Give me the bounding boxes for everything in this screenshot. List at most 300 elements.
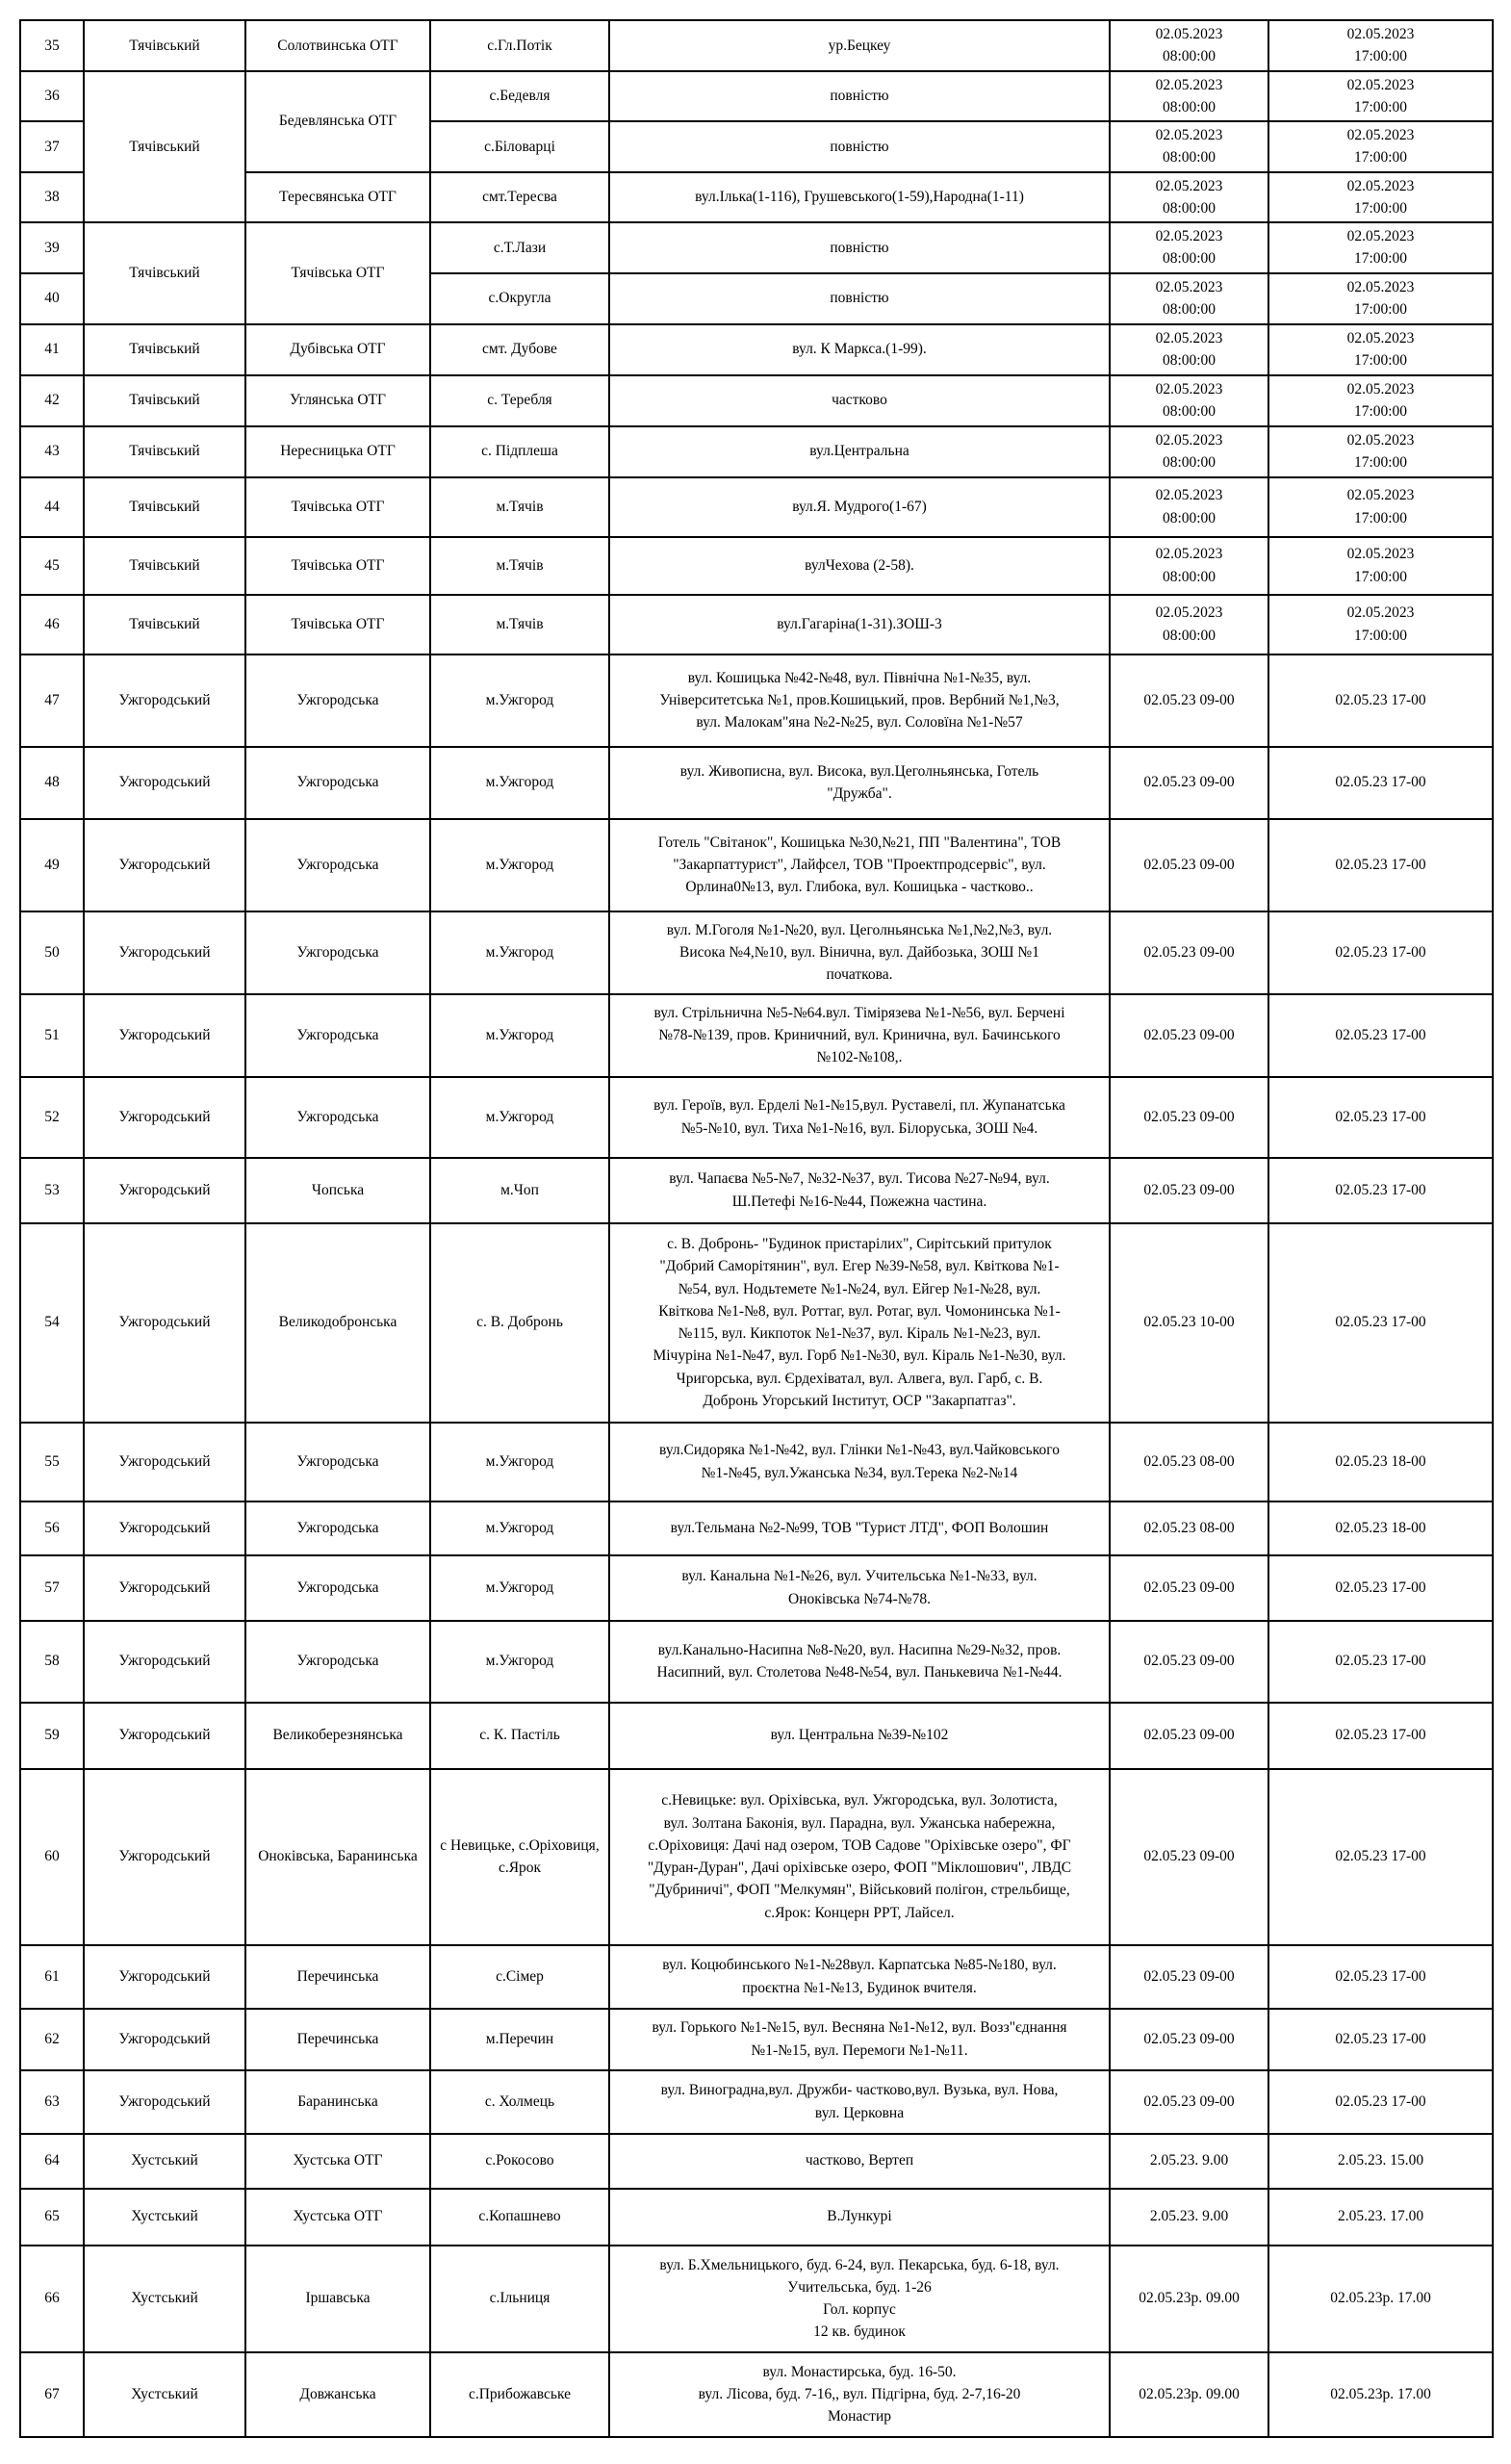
district-cell: Ужгородський: [84, 2070, 245, 2134]
community-cell: Великодобронська: [245, 1223, 430, 1423]
addresses-cell: [609, 1945, 1110, 2009]
community-cell: Тячівська ОТГ: [245, 222, 430, 324]
row-number: 57: [20, 1555, 84, 1621]
start-time: 08:00:00: [1162, 250, 1216, 268]
addresses-cell: [609, 477, 1110, 537]
settlement-cell: с.Округла: [430, 273, 609, 324]
start-time: 08:00:00: [1162, 627, 1216, 644]
end-time-cell: [1268, 654, 1493, 747]
end-time-cell: [1268, 1621, 1493, 1703]
end-time: 17:00:00: [1353, 199, 1408, 217]
end-date: 02.05.2023: [1346, 604, 1415, 622]
end-date: 02.05.23 17-00: [1335, 1653, 1426, 1670]
start-date: 02.05.23 09-00: [1143, 1653, 1235, 1670]
end-time-cell: [1268, 819, 1493, 911]
row-number: 45: [20, 537, 84, 595]
address-line: вул. Монастирська, буд. 16-50.: [762, 2363, 957, 2380]
row-number: 50: [20, 911, 84, 994]
settlement-cell: м.Чоп: [430, 1158, 609, 1223]
address-line: вул. Церковна: [814, 2104, 905, 2121]
start-time-cell: [1110, 994, 1268, 1077]
addresses-cell: [609, 1223, 1110, 1423]
end-date: 02.05.2023: [1346, 546, 1415, 563]
settlement-cell: м.Тячів: [430, 477, 609, 537]
end-time-cell: [1268, 324, 1493, 375]
address-line: №1-№45, вул.Ужанська №34, вул.Терека №2-№14: [701, 1464, 1018, 1481]
settlement-cell: м.Ужгород: [430, 1423, 609, 1502]
start-date: 02.05.23 09-00: [1143, 774, 1235, 791]
community-cell: Ужгородська: [245, 911, 430, 994]
address-line: вул. Кошицька №42-№48, вул. Північна №1-№35, вул.: [687, 669, 1032, 686]
start-time-cell: [1110, 2134, 1268, 2189]
end-time-cell: [1268, 20, 1493, 71]
start-time-cell: [1110, 1502, 1268, 1555]
start-time-cell: [1110, 1555, 1268, 1621]
start-time-cell: [1110, 1423, 1268, 1502]
row-number: 49: [20, 819, 84, 911]
district-cell: Ужгородський: [84, 654, 245, 747]
district-cell: Хустський: [84, 2246, 245, 2352]
start-date: 2.05.23. 9.00: [1149, 2208, 1229, 2225]
addresses-cell: [609, 1502, 1110, 1555]
row-number: 65: [20, 2189, 84, 2246]
settlement-cell: м.Ужгород: [430, 1502, 609, 1555]
address-line: вул. Лісова, буд. 7-16,, вул. Підгірна, буд. 2-7,16-20: [698, 2385, 1021, 2402]
start-time-cell: [1110, 911, 1268, 994]
address-line: вул. Горького №1-№15, вул. Весняна №1-№12, вул. Возз"єднання: [652, 2019, 1067, 2037]
end-time-cell: [1268, 375, 1493, 426]
settlement-cell: с. Підплеша: [430, 426, 609, 477]
end-date: 02.05.23 17-00: [1335, 1967, 1426, 1985]
community-cell: Оноківська, Баранинська: [245, 1769, 430, 1945]
address-line: Орлина0№13, вул. Глибока, вул. Кошицька - частково..: [685, 879, 1034, 896]
start-time: 08:00:00: [1162, 199, 1216, 217]
start-time-cell: [1110, 654, 1268, 747]
district-cell: Тячівський: [84, 375, 245, 426]
address-line: вул.Сидоряка №1-№42, вул. Глінки №1-№43, вул.Чайковського: [659, 1442, 1060, 1459]
end-time-cell: [1268, 2134, 1493, 2189]
start-time-cell: [1110, 537, 1268, 595]
end-time-cell: [1268, 121, 1493, 172]
district-cell: Ужгородський: [84, 1945, 245, 2009]
community-cell: Іршавська: [245, 2246, 430, 2352]
table-row: [20, 654, 1493, 747]
row-number: 42: [20, 375, 84, 426]
start-time-cell: [1110, 2246, 1268, 2352]
end-date: 02.05.23 17-00: [1335, 2030, 1426, 2047]
row-number: 38: [20, 172, 84, 223]
end-date: 02.05.2023: [1346, 487, 1415, 504]
district-cell: Ужгородський: [84, 1703, 245, 1769]
address-line: вул. М.Гоголя №1-№20, вул. Цеголньянська №1,№2,№3, вул.: [666, 921, 1053, 938]
address-line: вул. Центральна №39-№102: [770, 1727, 949, 1744]
address-line: вул. К Маркса.(1-99).: [792, 341, 927, 358]
address-line: Університетська №1, пров.Кошицький, пров. Вербний №1,№3,: [659, 691, 1060, 708]
end-date: 02.05.2023: [1346, 329, 1415, 346]
settlement-cell: м.Ужгород: [430, 747, 609, 819]
end-time-cell: [1268, 1423, 1493, 1502]
start-date: 02.05.23 09-00: [1143, 1727, 1235, 1744]
row-number: 53: [20, 1158, 84, 1223]
community-cell: Тячівська ОТГ: [245, 595, 430, 654]
start-time-cell: [1110, 1769, 1268, 1945]
address-line: ур.Бецкеу: [828, 37, 891, 54]
community-cell: Солотвинська ОТГ: [245, 20, 430, 71]
community-cell: Перечинська: [245, 1945, 430, 2009]
start-date: 02.05.2023: [1155, 546, 1223, 563]
settlement-cell: с. К. Пастіль: [430, 1703, 609, 1769]
settlement-cell: с.Гл.Потік: [430, 20, 609, 71]
address-line: Оноківська №74-№78.: [788, 1590, 931, 1607]
start-date: 02.05.2023: [1155, 76, 1223, 93]
start-time: 08:00:00: [1162, 149, 1216, 167]
settlement-cell: смт. Дубове: [430, 324, 609, 375]
end-date: 02.05.2023: [1346, 127, 1415, 143]
row-number: 67: [20, 2352, 84, 2437]
address-line: Висока №4,№10, вул. Вінична, вул. Дайбозька, ЗОШ №1: [679, 943, 1039, 961]
end-date: 02.05.23 17-00: [1335, 943, 1426, 961]
end-time-cell: [1268, 537, 1493, 595]
row-number: 40: [20, 273, 84, 324]
table-row: [20, 1769, 1493, 1945]
district-cell: Хустський: [84, 2134, 245, 2189]
end-date: 02.05.23 17-00: [1335, 1026, 1426, 1043]
address-line: "Добрий Саморітянин", вул. Егер №39-№58, вул. Квіткова №1-: [659, 1258, 1060, 1275]
start-time: 08:00:00: [1162, 568, 1216, 585]
end-date: 02.05.23р. 17.00: [1330, 2290, 1431, 2307]
table-row: [20, 222, 1493, 273]
addresses-cell: [609, 1703, 1110, 1769]
district-cell: Ужгородський: [84, 747, 245, 819]
end-time-cell: [1268, 994, 1493, 1077]
start-time-cell: [1110, 172, 1268, 223]
end-time-cell: [1268, 2189, 1493, 2246]
end-time-cell: [1268, 222, 1493, 273]
table-row: [20, 1223, 1493, 1423]
end-time-cell: [1268, 2009, 1493, 2070]
start-time-cell: [1110, 2070, 1268, 2134]
end-time-cell: [1268, 595, 1493, 654]
end-date: 02.05.2023: [1346, 278, 1415, 295]
addresses-cell: [609, 1158, 1110, 1223]
start-time-cell: [1110, 2189, 1268, 2246]
address-line: вулЧехова (2-58).: [805, 556, 914, 574]
district-cell: Тячівський: [84, 595, 245, 654]
end-date: 2.05.23. 17.00: [1337, 2208, 1424, 2225]
district-cell: Ужгородський: [84, 1423, 245, 1502]
end-time-cell: [1268, 1769, 1493, 1945]
table-row: [20, 1621, 1493, 1703]
community-cell: Ужгородська: [245, 654, 430, 747]
start-time: 08:00:00: [1162, 403, 1216, 420]
addresses-cell: [609, 2352, 1110, 2437]
table-row: [20, 71, 1493, 122]
row-number: 62: [20, 2009, 84, 2070]
community-cell: Баранинська: [245, 2070, 430, 2134]
community-cell: Тячівська ОТГ: [245, 537, 430, 595]
start-date: 02.05.23р. 09.00: [1139, 2385, 1240, 2402]
addresses-cell: [609, 324, 1110, 375]
table-row: [20, 537, 1493, 595]
addresses-cell: [609, 654, 1110, 747]
community-cell: Ужгородська: [245, 1555, 430, 1621]
start-time-cell: [1110, 20, 1268, 71]
end-date: 02.05.23 18-00: [1335, 1452, 1426, 1470]
address-line: с.Оріховиця: Дачі над озером, ТОВ Садове "Оріхівське озеро", ФГ: [648, 1836, 1071, 1854]
address-line: вул.Ілька(1-116), Грушевського(1-59),Народна(1-11): [695, 189, 1024, 206]
end-date: 02.05.23 17-00: [1335, 1108, 1426, 1125]
row-number: 48: [20, 747, 84, 819]
addresses-cell: [609, 273, 1110, 324]
district-cell: Ужгородський: [84, 1077, 245, 1158]
start-time-cell: [1110, 222, 1268, 273]
table-row: [20, 2009, 1493, 2070]
addresses-cell: [609, 426, 1110, 477]
settlement-cell: с.Прибожавське: [430, 2352, 609, 2437]
row-number: 61: [20, 1945, 84, 2009]
start-date: 02.05.23 09-00: [1143, 1848, 1235, 1865]
start-time-cell: [1110, 595, 1268, 654]
start-time-cell: [1110, 375, 1268, 426]
end-date: 02.05.23 17-00: [1335, 774, 1426, 791]
district-cell: Ужгородський: [84, 2009, 245, 2070]
row-number: 43: [20, 426, 84, 477]
settlement-cell: м.Ужгород: [430, 819, 609, 911]
end-time: 17:00:00: [1353, 98, 1408, 116]
start-time-cell: [1110, 2352, 1268, 2437]
address-line: вул. Б.Хмельницького, буд. 6-24, вул. Пекарська, буд. 6-18, вул.: [659, 2256, 1060, 2273]
address-line: с. В. Добронь- "Будинок пристарілих", Сирітський притулок: [667, 1236, 1052, 1252]
end-time-cell: [1268, 426, 1493, 477]
community-cell: Ужгородська: [245, 1621, 430, 1703]
table-row: [20, 2189, 1493, 2246]
row-number: 41: [20, 324, 84, 375]
address-line: Монастир: [827, 2408, 892, 2426]
table-row: [20, 911, 1493, 994]
end-time-cell: [1268, 1502, 1493, 1555]
address-line: вул.Гагаріна(1-31).ЗОШ-3: [777, 615, 942, 632]
start-date: 02.05.23 09-00: [1143, 943, 1235, 961]
address-line: №78-№139, пров. Криничний, вул. Кринична, вул. Бачинського: [658, 1026, 1061, 1043]
district-cell: Тячівський: [84, 71, 245, 223]
community-cell: Углянська ОТГ: [245, 375, 430, 426]
end-time-cell: [1268, 172, 1493, 223]
address-line: вул. Коцюбинського №1-№28вул. Карпатська №85-№180, вул.: [662, 1957, 1057, 1974]
address-line: частково: [832, 392, 887, 409]
addresses-cell: [609, 1077, 1110, 1158]
address-line: №102-№108,.: [816, 1049, 903, 1066]
end-date: 02.05.23 17-00: [1335, 1848, 1426, 1865]
start-time: 08:00:00: [1162, 48, 1216, 65]
address-line: 12 кв. будинок: [813, 2323, 906, 2341]
row-number: 60: [20, 1769, 84, 1945]
table-row: [20, 595, 1493, 654]
table-row: [20, 994, 1493, 1077]
addresses-cell: [609, 994, 1110, 1077]
address-line: вул. Героїв, вул. Ерделі №1-№15,вул. Руставелі, пл. Жупанатська: [653, 1097, 1065, 1115]
address-line: частково, Вертеп: [805, 2152, 914, 2169]
table-row: [20, 375, 1493, 426]
community-cell: Нересницька ОТГ: [245, 426, 430, 477]
addresses-cell: [609, 747, 1110, 819]
community-cell: Хустська ОТГ: [245, 2189, 430, 2246]
end-time-cell: [1268, 1158, 1493, 1223]
address-line: "Закарпаттурист", Лайфсел, ТОВ "Проектпродсервіс", вул.: [673, 856, 1046, 873]
community-cell: Ужгородська: [245, 819, 430, 911]
district-cell: Тячівський: [84, 477, 245, 537]
end-time: 17:00:00: [1353, 568, 1408, 585]
community-cell: Хустська ОТГ: [245, 2134, 430, 2189]
address-line: №1-№15, вул. Перемоги №1-№11.: [751, 2041, 968, 2059]
settlement-cell: м.Ужгород: [430, 911, 609, 994]
start-date: 02.05.23 09-00: [1143, 1578, 1235, 1596]
row-number: 56: [20, 1502, 84, 1555]
district-cell: Ужгородський: [84, 1621, 245, 1703]
address-line: повністю: [830, 88, 889, 105]
address-line: Учительська, буд. 1-26: [787, 2278, 932, 2296]
row-number: 39: [20, 222, 84, 273]
community-cell: Бедевлянська ОТГ: [245, 71, 430, 172]
district-cell: Ужгородський: [84, 1555, 245, 1621]
end-time-cell: [1268, 911, 1493, 994]
district-cell: Тячівський: [84, 324, 245, 375]
end-date: 02.05.23 17-00: [1335, 856, 1426, 873]
start-date: 02.05.2023: [1155, 329, 1223, 346]
address-line: вул. Золтана Баконія, вул. Парадна, вул. Ужанська набережна,: [663, 1814, 1056, 1832]
settlement-cell: с.Копашнево: [430, 2189, 609, 2246]
addresses-cell: [609, 537, 1110, 595]
table-row: [20, 1502, 1493, 1555]
community-cell: Ужгородська: [245, 747, 430, 819]
row-number: 64: [20, 2134, 84, 2189]
start-date: 02.05.23 09-00: [1143, 1181, 1235, 1198]
settlement-cell: м.Ужгород: [430, 1555, 609, 1621]
row-number: 54: [20, 1223, 84, 1423]
start-date: 02.05.2023: [1155, 431, 1223, 449]
settlement-cell: с.Рокосово: [430, 2134, 609, 2189]
start-date: 02.05.2023: [1155, 604, 1223, 622]
address-line: вул. Малокам"яна №2-№25, вул. Соловїна №1-№57: [696, 714, 1023, 732]
address-line: початкова.: [826, 966, 893, 984]
start-time-cell: [1110, 1077, 1268, 1158]
end-time-cell: [1268, 2246, 1493, 2352]
start-time-cell: [1110, 324, 1268, 375]
addresses-cell: [609, 71, 1110, 122]
start-date: 02.05.2023: [1155, 127, 1223, 143]
address-line: Насипний, вул. Столетова №48-№54, вул. Панькевича №1-№44.: [656, 1664, 1063, 1681]
community-cell: Ужгородська: [245, 1502, 430, 1555]
community-cell: Дубівська ОТГ: [245, 324, 430, 375]
start-date: 02.05.23 09-00: [1143, 691, 1235, 708]
end-time: 17:00:00: [1353, 403, 1408, 420]
start-date: 02.05.23р. 09.00: [1139, 2290, 1240, 2307]
start-time-cell: [1110, 71, 1268, 122]
start-time-cell: [1110, 426, 1268, 477]
community-cell: Тячівська ОТГ: [245, 477, 430, 537]
addresses-cell: [609, 595, 1110, 654]
district-cell: Хустський: [84, 2352, 245, 2437]
addresses-cell: [609, 222, 1110, 273]
start-date: 02.05.2023: [1155, 487, 1223, 504]
end-date: 02.05.2023: [1346, 228, 1415, 244]
addresses-cell: [609, 2189, 1110, 2246]
address-line: вул.Канально-Насипна №8-№20, вул. Насипна №29-№32, пров.: [657, 1641, 1062, 1658]
address-line: с.Невицьке: вул. Оріхівська, вул. Ужгородська, вул. Золотиста,: [661, 1792, 1058, 1810]
district-cell: Тячівський: [84, 537, 245, 595]
start-date: 02.05.2023: [1155, 380, 1223, 398]
settlement-cell: с. В. Добронь: [430, 1223, 609, 1423]
settlement-cell: м.Ужгород: [430, 654, 609, 747]
address-line: №5-№10, вул. Тиха №1-№16, вул. Білоруська, ЗОШ №4.: [680, 1119, 1038, 1137]
row-number: 47: [20, 654, 84, 747]
address-line: повністю: [830, 239, 889, 256]
end-time-cell: [1268, 477, 1493, 537]
table-row: [20, 819, 1493, 911]
start-date: 02.05.23 09-00: [1143, 2092, 1235, 2110]
community-cell: Довжанська: [245, 2352, 430, 2437]
addresses-cell: [609, 1769, 1110, 1945]
district-cell: Ужгородський: [84, 819, 245, 911]
start-date: 02.05.2023: [1155, 228, 1223, 244]
address-line: №115, вул. Кикпоток №1-№37, вул. Кіраль №1-№23, вул.: [678, 1325, 1041, 1342]
settlement-cell: с.Т.Лази: [430, 222, 609, 273]
end-date: 02.05.23 17-00: [1335, 2092, 1426, 2110]
address-line: проєктна №1-№13, Будинок вчителя.: [742, 1979, 977, 1996]
row-number: 37: [20, 121, 84, 172]
address-line: №54, вул. Нодьтемете №1-№24, вул. Ейгер №1-№28, вул.: [678, 1280, 1041, 1297]
address-line: повністю: [830, 138, 889, 155]
start-time-cell: [1110, 2009, 1268, 2070]
start-date: 2.05.23. 9.00: [1149, 2152, 1229, 2169]
start-time: 08:00:00: [1162, 352, 1216, 369]
row-number: 36: [20, 71, 84, 122]
settlement-cell: м.Ужгород: [430, 1077, 609, 1158]
end-time-cell: [1268, 2070, 1493, 2134]
start-time-cell: [1110, 747, 1268, 819]
district-cell: Ужгородський: [84, 1769, 245, 1945]
settlement-cell: с.Сімер: [430, 1945, 609, 2009]
address-line: Гол. корпус: [823, 2301, 896, 2318]
outage-schedule-table: [19, 19, 1494, 2438]
row-number: 46: [20, 595, 84, 654]
table-row: [20, 1158, 1493, 1223]
district-cell: Ужгородський: [84, 1158, 245, 1223]
addresses-cell: [609, 172, 1110, 223]
row-number: 35: [20, 20, 84, 71]
end-date: 02.05.23 17-00: [1335, 1314, 1426, 1331]
address-line: "Дуран-Дуран", Дачі оріхівське озеро, ФОП "Міклошович", ЛВДС: [647, 1860, 1072, 1876]
table-row: [20, 2070, 1493, 2134]
addresses-cell: [609, 2070, 1110, 2134]
addresses-cell: [609, 1621, 1110, 1703]
district-cell: Ужгородський: [84, 1223, 245, 1423]
address-line: вул. Живописна, вул. Висока, вул.Цеголньянська, Готель: [679, 762, 1039, 780]
start-time-cell: [1110, 1703, 1268, 1769]
addresses-cell: [609, 911, 1110, 994]
address-line: Ш.Петефі №16-№44, Пожежна частина.: [731, 1193, 987, 1210]
end-time-cell: [1268, 1945, 1493, 2009]
settlement-cell: с.Ільниця: [430, 2246, 609, 2352]
row-number: 63: [20, 2070, 84, 2134]
addresses-cell: [609, 375, 1110, 426]
start-time: 08:00:00: [1162, 454, 1216, 471]
addresses-cell: [609, 1555, 1110, 1621]
end-time-cell: [1268, 1555, 1493, 1621]
address-line: "Дубриничі", ФОП "Мелкумян", Військовий полігон, стрельбище,: [649, 1882, 1070, 1899]
end-date: 02.05.23 17-00: [1335, 1727, 1426, 1744]
start-date: 02.05.2023: [1155, 278, 1223, 295]
start-date: 02.05.23 09-00: [1143, 856, 1235, 873]
